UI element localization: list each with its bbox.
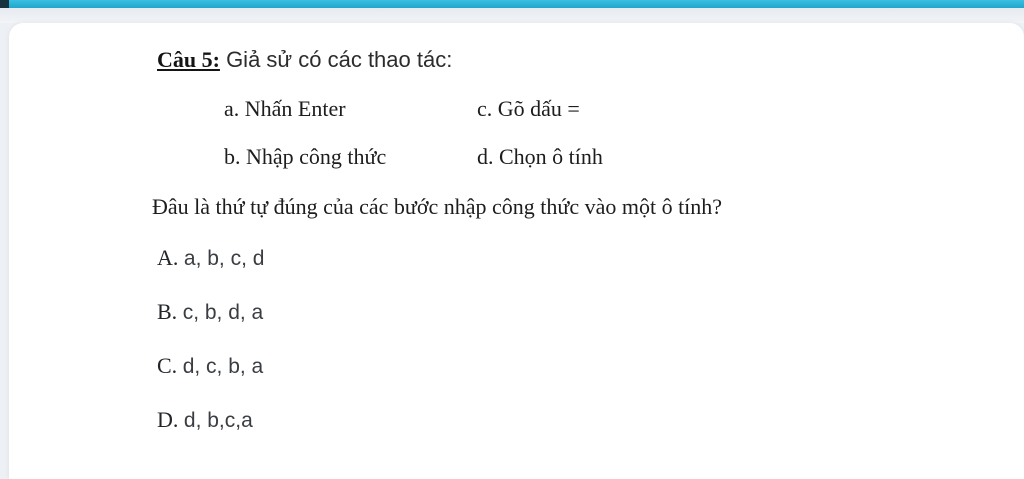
answer-choices <box>157 245 994 434</box>
choice-c <box>157 353 994 380</box>
operation-key: b. <box>224 144 246 169</box>
operation-key: d. <box>477 144 499 169</box>
operation-text: Nhấn Enter <box>244 96 346 121</box>
choice-letter: C. <box>157 353 183 378</box>
choice-d <box>157 407 994 434</box>
operation-text: Gõ dấu = <box>497 96 580 121</box>
operations-list <box>224 96 994 170</box>
choice-value: d, c, b, a <box>182 355 264 378</box>
operation-key: a. <box>224 96 245 121</box>
choice-letter: A. <box>157 245 184 270</box>
header-gray-strip <box>0 8 1024 23</box>
top-accent-bar <box>0 0 1024 8</box>
choice-b <box>157 299 994 326</box>
operation-item-d <box>477 144 994 170</box>
choice-letter: D. <box>157 407 184 432</box>
choice-value: d, b,c,a <box>183 409 253 432</box>
choice-value: c, b, d, a <box>182 301 264 324</box>
operation-item-b <box>224 144 477 170</box>
question-intro-text: Giả sử có các thao tác: <box>219 47 453 72</box>
operation-key: c. <box>477 96 498 121</box>
operation-item-a <box>224 96 477 122</box>
question-card <box>9 23 1024 479</box>
choice-value: a, b, c, d <box>183 247 265 270</box>
top-bar-cyan-segment <box>9 0 1024 8</box>
operation-text: Chọn ô tính <box>499 144 603 169</box>
choice-a <box>157 245 994 272</box>
top-bar-dark-segment <box>0 0 9 8</box>
operation-item-c <box>477 96 994 122</box>
question-number-label: Câu 5: <box>157 47 220 72</box>
question-prompt: Đâu là thứ tự đúng của các bước nhập công thức vào một ô tính? <box>152 194 723 219</box>
choice-letter: B. <box>157 299 183 324</box>
question-heading <box>157 47 994 73</box>
operation-text: Nhập công thức <box>246 144 387 169</box>
